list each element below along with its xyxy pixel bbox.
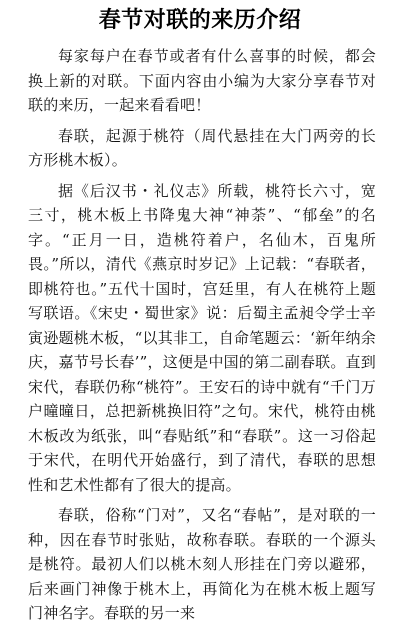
article-body (28, 44, 376, 632)
article-title: 春节对联的来历介绍 (98, 8, 302, 33)
paragraph-definition: 春联，俗称“门对”，又名“春帖”，是对联的一种，因在春节时张贴，故称春联。春联的一个源头是桃符。最初人们以桃木刻人形挂在门旁以避邪，后来画门神像于桃木上，再简化为在桃木板上题写门神名字。春联的另一来 (28, 506, 376, 622)
paragraph-history: 据《后汉书・礼仪志》所载，桃符长六寸，宽三寸，桃木板上书降鬼大神“神荼”、“郁垒”的名字。“正月一日，造桃符着户，名仙木，百鬼所畏。”所以，清代《燕京时岁记》上记载：“春联者，即桃符也。”五代十国时，宫廷里，有人在桃符上题写联语。《宋史・蜀世家》说：后蜀主孟昶令学士辛寅逊题桃木板，“以其非工，自命笔题云：‘新年纳余庆，嘉节号长春’”，这便是中国的第二副春联。直到宋代，春联仍称“桃符”。王安石的诗中就有“千门万户曈曈日，总把新桃换旧符”之句。宋代，桃符由桃木板改为纸张，叫“春贴纸”和“春联”。这一习俗起于宋代，在明代开始盛行，到了清代，春联的思想性和艺术性都有了很大的提高。 (28, 181, 376, 494)
paragraph-origin: 春联，起源于桃符（周代悬挂在大门两旁的长方形桃木板）。 (28, 126, 376, 169)
paragraph-intro: 每家每户在春节或者有什么喜事的时候，都会换上新的对联。下面内容由小编为大家分享春节对联的来历，一起来看看吧！ (28, 47, 376, 114)
